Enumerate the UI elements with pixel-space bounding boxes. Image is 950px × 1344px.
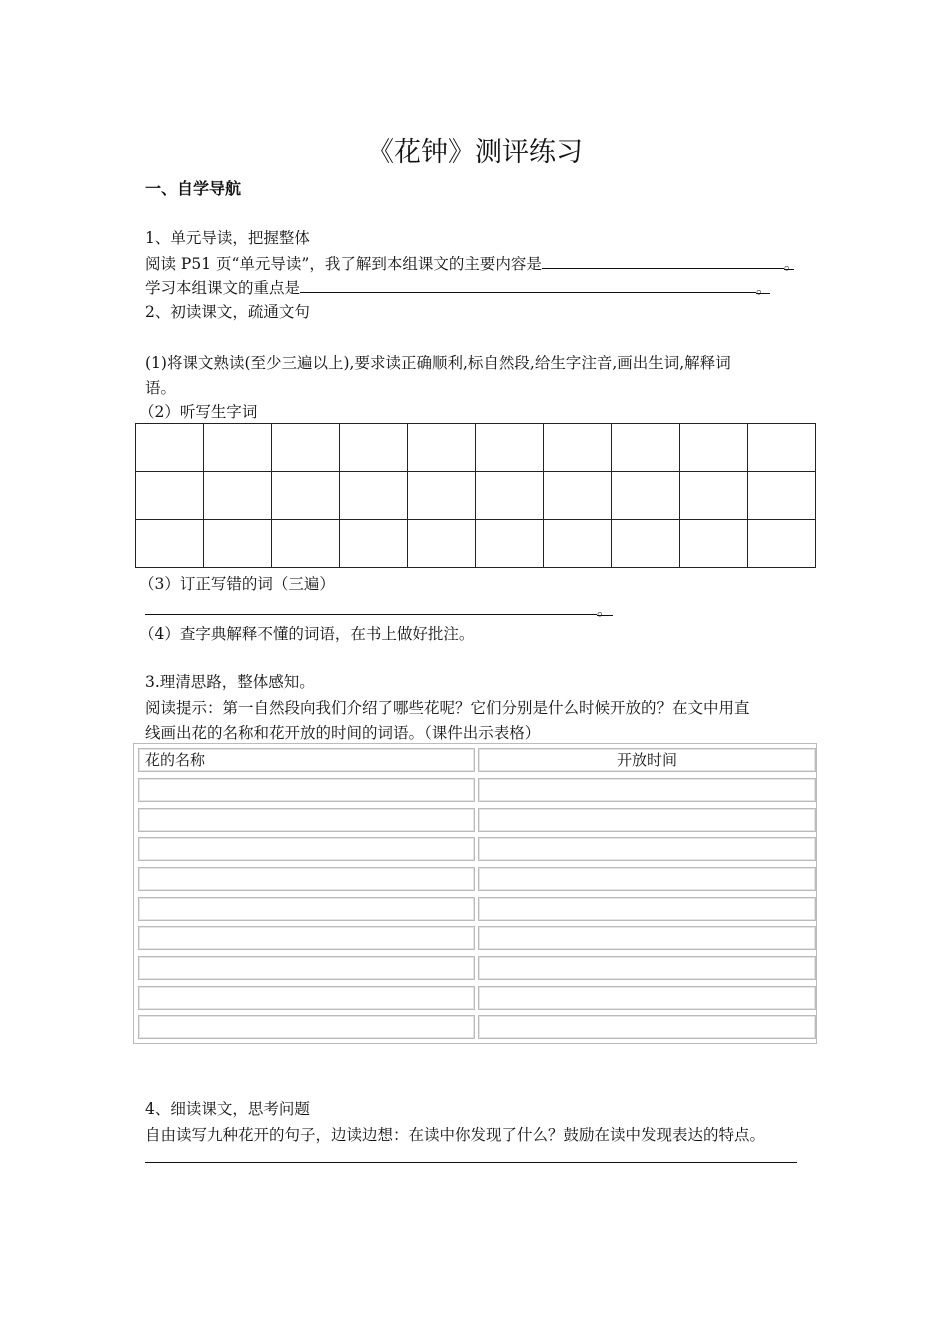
flower-name-cell[interactable] <box>138 897 475 921</box>
grid-cell[interactable] <box>272 424 340 472</box>
table-row <box>138 986 812 1010</box>
open-time-cell[interactable] <box>478 1015 816 1039</box>
open-time-cell[interactable] <box>478 956 816 980</box>
grid-cell[interactable] <box>612 424 680 472</box>
grid-cell[interactable] <box>204 424 272 472</box>
table-row <box>138 867 812 891</box>
answer-blank-2[interactable] <box>300 275 756 293</box>
grid-cell[interactable] <box>680 520 748 568</box>
open-time-cell[interactable] <box>478 867 816 891</box>
grid-cell[interactable] <box>544 520 612 568</box>
q2-sub2: （2）听写生字词 <box>139 403 258 421</box>
page-title: 《花钟》测评练习 <box>367 137 583 168</box>
grid-cell[interactable] <box>748 520 816 568</box>
grid-cell[interactable] <box>612 520 680 568</box>
q3-tip: 阅读提示：第一自然段向我们介绍了哪些花呢？它们分别是什么时候开放的？在文中用直 <box>145 699 750 717</box>
grid-cell[interactable] <box>408 520 476 568</box>
flower-name-cell[interactable] <box>138 867 475 891</box>
grid-cell[interactable] <box>748 424 816 472</box>
column-header-open-time: 开放时间 <box>478 748 816 772</box>
q1-line1 <box>145 251 800 274</box>
table-row <box>138 778 812 802</box>
answer-blank-1[interactable] <box>542 251 784 269</box>
table-row <box>138 1015 812 1039</box>
q2-sub4: （4）查字典解释不懂的词语，在书上做好批注。 <box>139 625 475 643</box>
end-mark: 。 <box>597 598 613 616</box>
flower-name-cell[interactable] <box>138 1015 475 1039</box>
grid-cell[interactable] <box>748 472 816 520</box>
open-time-cell[interactable] <box>478 897 816 921</box>
grid-cell[interactable] <box>340 520 408 568</box>
table-row <box>138 837 812 861</box>
q3-tip-cont: 线画出花的名称和花开放的时间的词语。（课件出示表格） <box>145 724 541 742</box>
end-mark: 。 <box>784 252 794 270</box>
open-time-cell[interactable] <box>478 778 816 802</box>
grid-cell[interactable] <box>680 472 748 520</box>
grid-cell[interactable] <box>476 424 544 472</box>
grid-cell[interactable] <box>340 424 408 472</box>
grid-cell[interactable] <box>136 424 204 472</box>
open-time-cell[interactable] <box>478 986 816 1010</box>
open-time-cell[interactable] <box>478 837 816 861</box>
table-row <box>138 926 812 950</box>
grid-cell[interactable] <box>408 472 476 520</box>
correction-line <box>145 597 613 619</box>
answer-blank-3[interactable] <box>145 597 597 615</box>
q1-line2-text: 学习本组课文的重点是 <box>145 279 301 297</box>
flower-name-cell[interactable] <box>138 956 475 980</box>
grid-cell[interactable] <box>544 424 612 472</box>
flower-name-cell[interactable] <box>138 986 475 1010</box>
table-row <box>138 897 812 921</box>
flower-table <box>133 743 817 1044</box>
q1-heading: 1、单元导读，把握整体 <box>145 229 310 247</box>
open-time-cell[interactable] <box>478 926 816 950</box>
flower-name-cell[interactable] <box>138 778 475 802</box>
end-mark: 。 <box>756 276 770 294</box>
dictation-grid <box>135 423 816 568</box>
grid-cell[interactable] <box>204 472 272 520</box>
table-row <box>138 956 812 980</box>
grid-cell[interactable] <box>136 472 204 520</box>
table-header-row <box>138 748 812 772</box>
q3-heading: 3.理清思路，整体感知。 <box>145 673 315 691</box>
table-row <box>138 808 812 832</box>
q1-line2 <box>145 275 770 298</box>
q2-heading: 2、初读课文，疏通文句 <box>145 303 310 321</box>
grid-cell[interactable] <box>204 520 272 568</box>
grid-cell[interactable] <box>340 472 408 520</box>
grid-cell[interactable] <box>272 520 340 568</box>
flower-name-cell[interactable] <box>138 837 475 861</box>
flower-name-cell[interactable] <box>138 926 475 950</box>
q4-heading: 4、细读课文，思考问题 <box>145 1100 310 1118</box>
column-header-flower-name: 花的名称 <box>138 748 475 772</box>
section-heading: 一、自学导航 <box>145 179 242 198</box>
q2-sub1-cont: 语。 <box>145 379 177 397</box>
open-time-cell[interactable] <box>478 808 816 832</box>
grid-cell[interactable] <box>408 424 476 472</box>
grid-cell[interactable] <box>544 472 612 520</box>
flower-name-cell[interactable] <box>138 808 475 832</box>
grid-cell[interactable] <box>680 424 748 472</box>
q4-line: 自由读写九种花开的句子，边读边想：在读中你发现了什么？鼓励在读中发现表达的特点。 <box>145 1126 766 1144</box>
grid-cell[interactable] <box>476 472 544 520</box>
q2-sub1: (1)将课文熟读(至少三遍以上),要求读正确顺利,标自然段,给生字注音,画出生词,解释词 <box>145 354 731 372</box>
grid-cell[interactable] <box>136 520 204 568</box>
answer-line[interactable] <box>145 1162 797 1163</box>
q1-line1-text: 阅读 P51 页“单元导读”，我了解到本组课文的主要内容是 <box>145 255 542 273</box>
grid-cell[interactable] <box>612 472 680 520</box>
grid-cell[interactable] <box>476 520 544 568</box>
grid-cell[interactable] <box>272 472 340 520</box>
q2-sub3: （3）订正写错的词（三遍） <box>139 575 335 593</box>
